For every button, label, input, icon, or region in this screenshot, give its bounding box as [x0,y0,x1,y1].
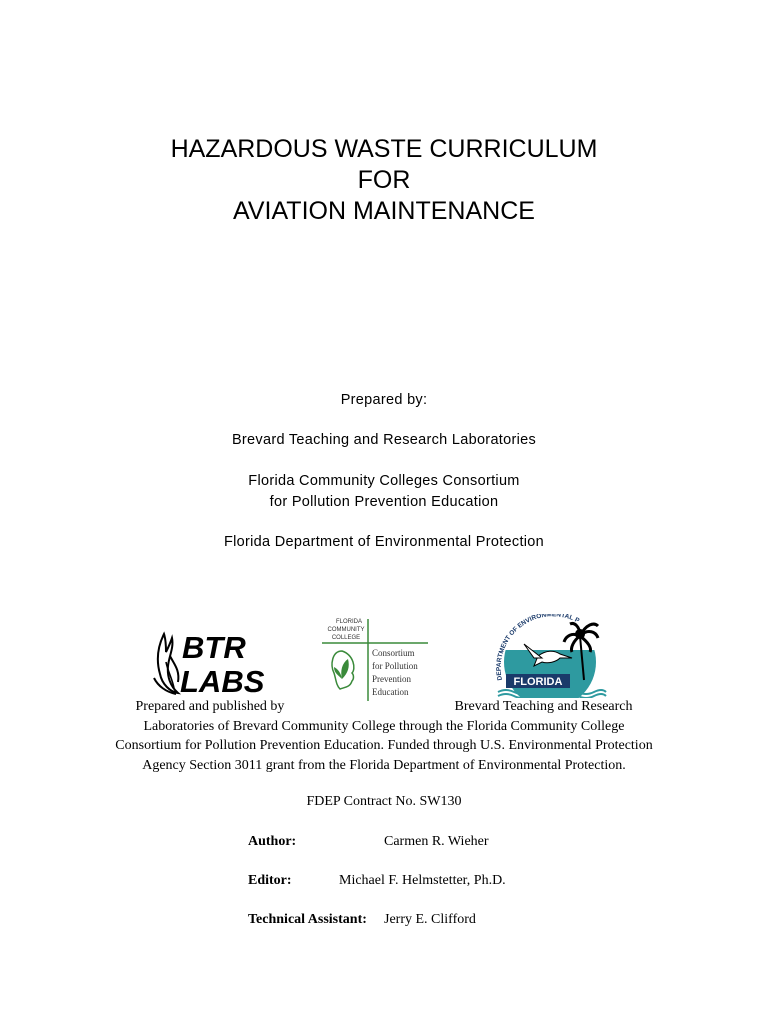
fdep-arc-path: DEPARTMENT OF ENVIRONMENTAL P [495,614,581,681]
fcc-consortium-line-2: for Pollution [372,661,418,671]
publication-line-1 [136,697,633,717]
editor-name: Michael F. Helmstetter, Ph.D. [339,873,506,888]
fcc-consortium-logo [320,617,432,703]
fcc-top-line-2: COMMUNITY [327,627,365,633]
prepared-org-consortium-1: Florida Community Colleges Consortium [248,473,520,489]
labs-wordmark: LABS [180,664,265,699]
tech-assistant-label: Technical Assistant: [248,912,367,927]
flame-hand-icon [150,626,265,699]
fcc-top-line-3: COLLEGE [331,635,361,641]
title-line-1: HAZARDOUS WASTE CURRICULUM [170,135,598,163]
btr-wordmark: BTR [182,630,246,665]
tech-assistant-name: Jerry E. Clifford [384,912,476,927]
fcc-consortium-line-1: Consortium [372,648,415,658]
publication-left-text: Prepared and published by [135,699,285,714]
prepared-org-fdep: Florida Department of Environmental Protection [223,534,545,550]
title-line-2: FOR [357,166,411,194]
fdep-logo [494,614,610,698]
publication-line-2: Laboratories of Brevard Community College through the Florida Community College [143,718,625,734]
fcc-consortium-line-4: Education [372,687,409,697]
fcc-logo-graphic [320,617,432,703]
contract-number: FDEP Contract No. SW130 [306,794,462,809]
fdep-florida-label: FLORIDA [513,676,563,688]
publication-paragraph [0,697,768,775]
btr-labs-logo [150,626,265,699]
document-title [0,134,768,227]
author-label: Author: [248,834,297,849]
publication-right-text: Brevard Teaching and Research [454,699,633,714]
title-line-3: AVIATION MAINTENANCE [233,197,535,225]
author-name: Carmen R. Wieher [384,834,489,849]
leaf-head-icon [332,651,354,689]
fcc-consortium-line-3: Prevention [372,674,411,684]
publication-line-3: Consortium for Pollution Prevention Education. Funded through U.S. Environmental Protection [115,738,653,753]
prepared-org-btr: Brevard Teaching and Research Laboratories [231,432,537,448]
fcc-top-line-1: FLORIDA [335,619,363,625]
editor-label: Editor: [248,873,292,888]
publication-line-4: Agency Section 3011 grant from the Florida Department of Environmental Protection. [142,757,626,773]
prepared-by-label: Prepared by: [340,392,428,408]
fdep-logo-graphic [494,614,610,698]
prepared-org-consortium-2: for Pollution Prevention Education [269,494,499,510]
